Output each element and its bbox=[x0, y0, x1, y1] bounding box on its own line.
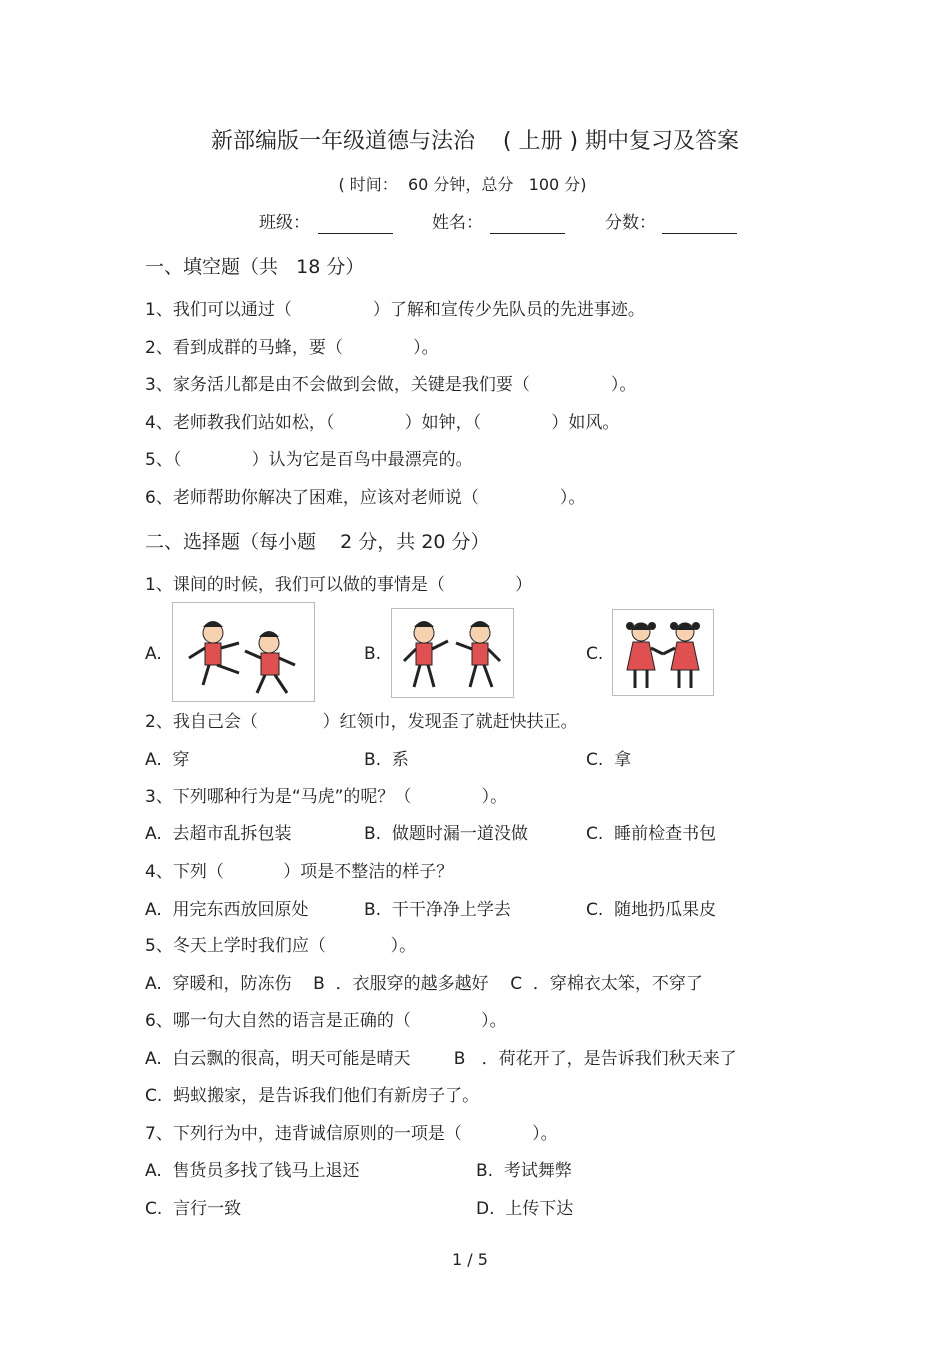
option-a-label: A. bbox=[145, 644, 162, 664]
q6-options-line2: C. 蚂蚁搬家，是告诉我们他们有新房子了。 bbox=[145, 1086, 480, 1106]
choice-question-6: 6、哪一句大自然的语言是正确的（ ）。 bbox=[145, 1011, 507, 1031]
boys-fighting-image bbox=[172, 602, 315, 702]
fill-question-6: 6、老师帮助你解决了困难，应该对老师说（ ）。 bbox=[145, 488, 586, 508]
q2-option-b: B. 系 bbox=[364, 750, 409, 770]
q2-option-a: A. 穿 bbox=[145, 750, 190, 770]
fill-question-5: 5、（ ）认为它是百鸟中最漂亮的。 bbox=[145, 450, 473, 470]
fill-question-4: 4、老师教我们站如松，（ ）如钟，（ ）如风。 bbox=[145, 413, 620, 433]
q3-option-c: C. 睡前检查书包 bbox=[586, 824, 717, 844]
fill-question-1: 1、我们可以通过（ ）了解和宣传少先队员的先进事迹。 bbox=[145, 300, 645, 320]
choice-question-4: 4、下列（ ）项是不整洁的样子？ bbox=[145, 862, 454, 882]
option-b-label: B. bbox=[364, 644, 382, 664]
score-blank[interactable] bbox=[662, 233, 737, 234]
document-title: 新部编版一年级道德与法治 ( 上册 ) 期中复习及答案 bbox=[210, 129, 740, 154]
section2-heading: 二、选择题（每小题 2 分，共 20 分） bbox=[145, 531, 490, 553]
class-label: 班级： bbox=[259, 213, 310, 233]
choice-question-5: 5、冬天上学时我们应（ ）。 bbox=[145, 936, 417, 956]
choice-question-3: 3、下列哪种行为是“马虎”的呢？（ ）。 bbox=[145, 787, 508, 807]
name-label: 姓名： bbox=[432, 213, 483, 233]
q5-options: A. 穿暖和，防冻伤 B ．衣服穿的越多越好 C ．穿棉衣太笨，不穿了 bbox=[145, 974, 703, 994]
fill-question-2: 2、看到成群的马蜂，要（ ）。 bbox=[145, 338, 439, 358]
option-c-label: C. bbox=[586, 644, 604, 664]
q4-option-b: B. 干干净净上学去 bbox=[364, 900, 511, 920]
name-blank[interactable] bbox=[490, 233, 565, 234]
choice-question-1: 1、课间的时候，我们可以做的事情是（ ） bbox=[145, 575, 533, 595]
girls-holding-hands-image bbox=[612, 609, 714, 696]
score-label: 分数： bbox=[605, 213, 656, 233]
q4-option-a: A. 用完东西放回原处 bbox=[145, 900, 309, 920]
q7-option-d: D. 上传下达 bbox=[476, 1199, 574, 1219]
q7-option-b: B. 考试舞弊 bbox=[476, 1161, 572, 1181]
choice-question-7: 7、下列行为中，违背诚信原则的一项是（ ）。 bbox=[145, 1124, 558, 1144]
q7-option-a: A. 售货员多找了钱马上退还 bbox=[145, 1161, 360, 1181]
exam-meta: ( 时间： 60 分钟，总分 100 分) bbox=[338, 175, 587, 194]
boys-arguing-image bbox=[391, 608, 514, 698]
q3-option-b: B. 做题时漏一道没做 bbox=[364, 824, 528, 844]
q2-option-c: C. 拿 bbox=[586, 750, 632, 770]
section1-heading: 一、填空题（共 18 分） bbox=[145, 256, 365, 278]
q6-options-line1: A. 白云飘的很高，明天可能是晴天 B ．荷花开了，是告诉我们秋天来了 bbox=[145, 1049, 737, 1069]
q7-option-c: C. 言行一致 bbox=[145, 1199, 242, 1219]
q4-option-c: C. 随地扔瓜果皮 bbox=[586, 900, 717, 920]
fill-question-3: 3、家务活儿都是由不会做到会做，关键是我们要（ ）。 bbox=[145, 375, 637, 395]
class-blank[interactable] bbox=[318, 233, 393, 234]
q3-option-a: A. 去超市乱拆包装 bbox=[145, 824, 292, 844]
choice-question-2: 2、我自己会（ ）红领巾，发现歪了就赶快扶正。 bbox=[145, 712, 578, 732]
page-number: 1 / 5 bbox=[452, 1250, 488, 1269]
